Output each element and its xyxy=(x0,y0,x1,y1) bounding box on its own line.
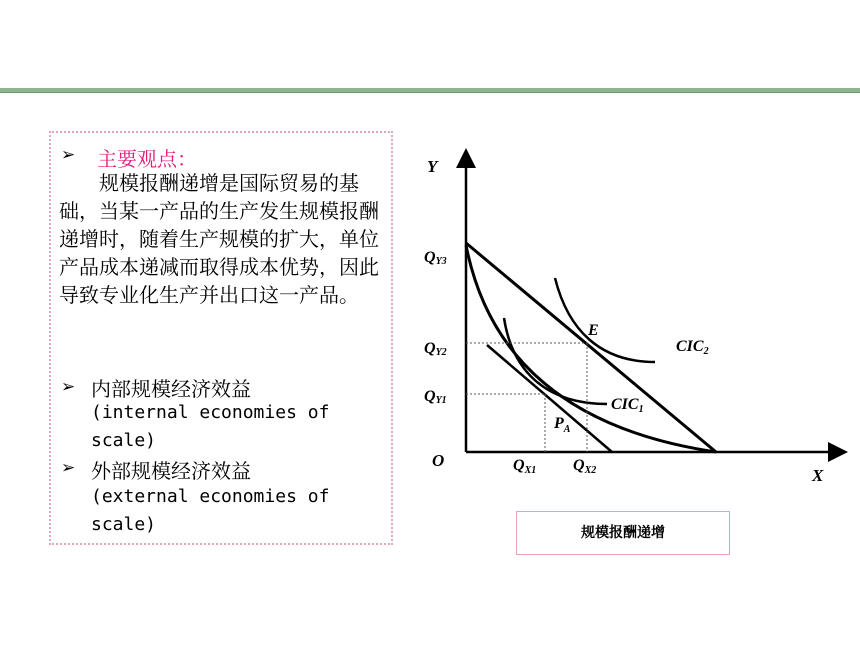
diagram-caption: 规模报酬递增 xyxy=(516,511,730,555)
external-economies-label: 外部规模经济效益 xyxy=(91,459,251,483)
internal-economies-label: 内部规模经济效益 xyxy=(91,377,251,401)
point-pa-label: $P_A$ xyxy=(554,415,571,435)
qy1-label: QY1 xyxy=(424,388,447,406)
cic2-curve xyxy=(555,278,655,362)
arrow-bullet-icon: ➢ xyxy=(61,377,76,397)
external-economies-english: (external economies of scale) xyxy=(91,486,330,535)
cic1-label: CIC1 xyxy=(611,396,644,415)
point-e-label: E xyxy=(588,322,599,339)
qy3-label: QY3 xyxy=(424,249,447,267)
qx2-label: QX2 xyxy=(573,457,597,476)
cic2-label: CIC2 xyxy=(676,338,709,357)
origin-label: O xyxy=(432,451,445,470)
internal-economies-english: (internal economies of scale) xyxy=(91,402,330,451)
arrow-bullet-icon: ➢ xyxy=(61,458,76,478)
main-points-paragraph: 规模报酬递增是国际贸易的基础，当某一产品的生产发生规模报酬递增时，随着生产规模的扩大，单位产品成本递减而取得成本优势，因此导致专业化生产并出口这一产品。 xyxy=(59,171,379,307)
main-points-heading: 主要观点： xyxy=(97,147,197,171)
tangent-line xyxy=(487,345,612,452)
qy2-label: QY2 xyxy=(424,340,447,358)
qx1-label: QX1 xyxy=(513,457,537,476)
x-axis-label: X xyxy=(812,466,824,485)
arrow-bullet-icon: ➢ xyxy=(61,145,76,165)
y-axis-label: Y xyxy=(427,157,438,176)
